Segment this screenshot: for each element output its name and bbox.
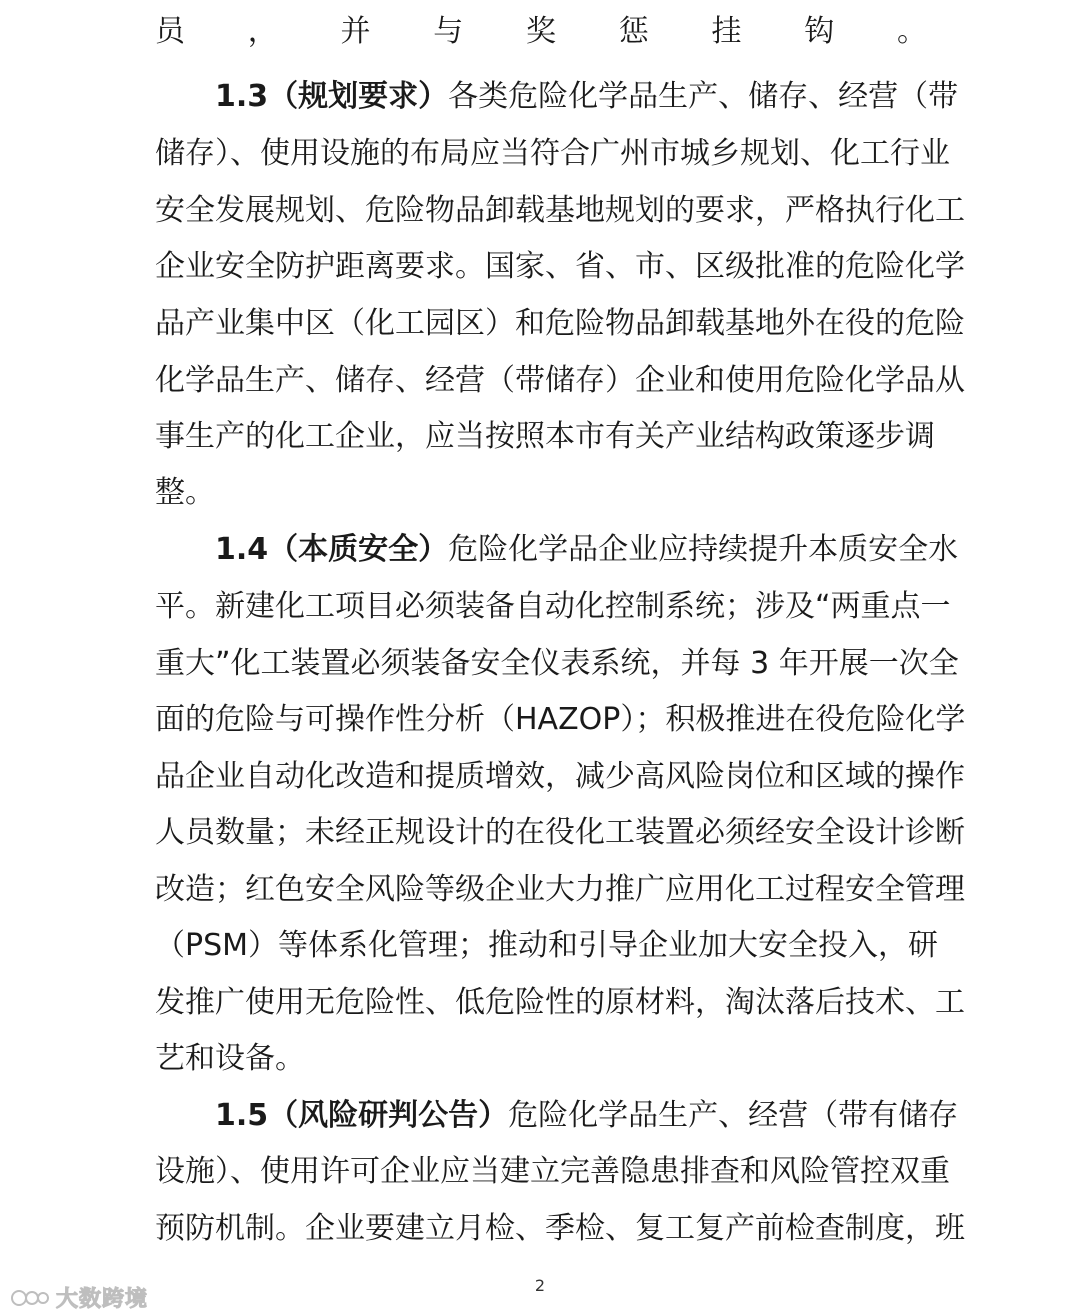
section-1-4-line: 艺和设备。 <box>155 1041 305 1076</box>
section-1-5-line: 设施）、使用许可企业应当建立完善隐患排查和风险管控双重 <box>155 1154 950 1189</box>
watermark <box>10 1282 148 1313</box>
section-1-5-line: 预防机制。企业要建立月检、季检、复工复产前检查制度，班 <box>155 1211 965 1246</box>
section-1-3-line: 储存）、使用设施的布局应当符合广州市城乡规划、化工行业 <box>155 136 950 171</box>
section-1-3-first-line <box>215 79 959 114</box>
section-1-3-line: 企业安全防护距离要求。国家、省、市、区级批准的危险化学 <box>155 249 965 284</box>
section-1-4-line-0: 危险化学品企业应持续提升本质安全水 <box>448 532 959 567</box>
section-1-4-line: 面的危险与可操作性分析（HAZOP）；积极推进在役危险化学 <box>155 702 966 737</box>
section-1-4-first-line <box>215 532 959 567</box>
section-1-4-line: 改造；红色安全风险等级企业大力推广应用化工过程安全管理 <box>155 872 965 907</box>
section-1-3-line: 安全发展规划、危险物品卸载基地规划的要求，严格执行化工 <box>155 193 965 228</box>
paragraph-continuation-line: 员，并与奖惩挂钩。 <box>155 14 927 49</box>
section-1-4-line: 平。新建化工项目必须装备自动化控制系统；涉及“两重点一 <box>155 589 951 624</box>
dashuju-logo-icon <box>10 1286 50 1310</box>
section-1-5-heading: 1.5（风险研判公告） <box>215 1098 509 1133</box>
section-1-3-heading: 1.3（规划要求） <box>215 79 449 114</box>
section-1-4-line: 发推广使用无危险性、低危险性的原材料，淘汰落后技术、工 <box>155 985 965 1020</box>
section-1-3-line-0: 各类危险化学品生产、储存、经营（带 <box>448 79 959 114</box>
section-1-4-line: 重大”化工装置必须装备安全仪表系统，并每 3 年开展一次全 <box>155 646 959 681</box>
section-1-4-heading: 1.4（本质安全） <box>215 532 449 567</box>
watermark-text: 大数跨境 <box>56 1287 149 1312</box>
section-1-5-line-0: 危险化学品生产、经营（带有储存 <box>508 1098 959 1133</box>
section-1-4-line: 品企业自动化改造和提质增效，减少高风险岗位和区域的操作 <box>155 759 965 794</box>
section-1-3-line: 整。 <box>155 475 215 510</box>
section-1-4-line: （PSM）等体系化管理；推动和引导企业加大安全投入，研 <box>155 928 939 963</box>
section-1-3-line: 品产业集中区（化工园区）和危险物品卸载基地外在役的危险 <box>155 306 965 341</box>
section-1-5-first-line <box>215 1098 959 1133</box>
section-1-4-line: 人员数量；未经正规设计的在役化工装置必须经安全设计诊断 <box>155 815 965 850</box>
section-1-3-line: 化学品生产、储存、经营（带储存）企业和使用危险化学品从 <box>155 363 965 398</box>
page-number: 2 <box>534 1276 546 1295</box>
section-1-3-line: 事生产的化工企业，应当按照本市有关产业结构政策逐步调 <box>155 419 935 454</box>
